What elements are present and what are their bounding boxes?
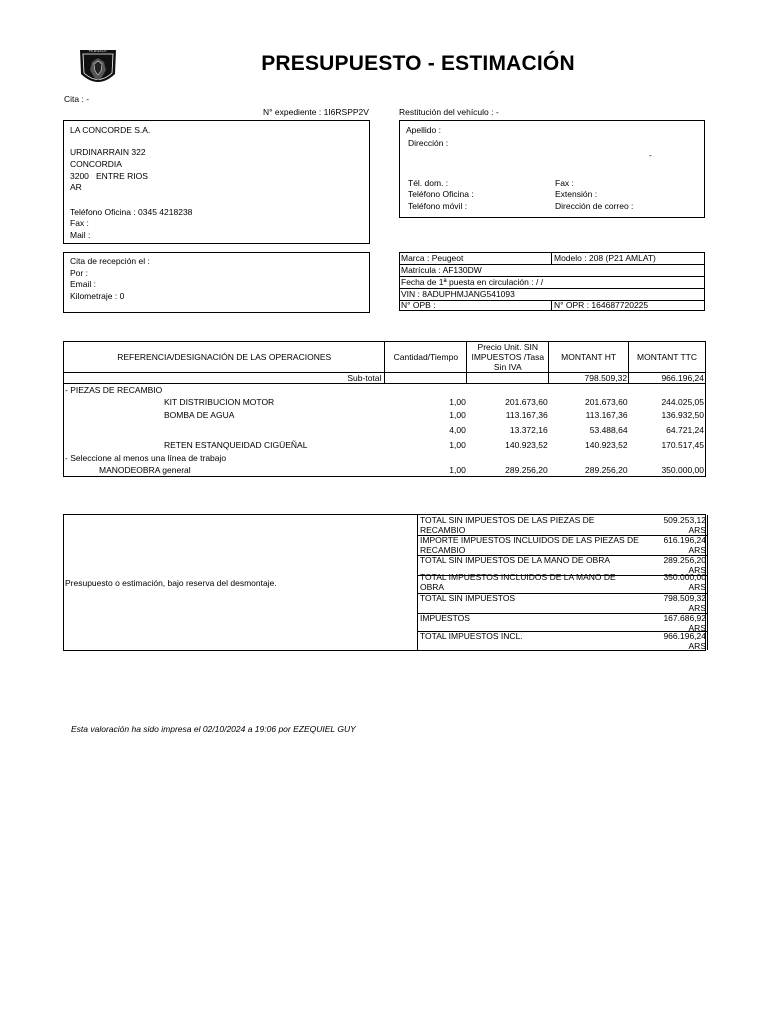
reception-por: Por : <box>70 268 88 278</box>
section-row-labor <box>64 452 706 464</box>
totals-row <box>418 632 707 650</box>
vehicle-opr: N° OPR : 164687720225 <box>554 300 649 310</box>
table-row <box>64 396 706 409</box>
client-apellido: Apellido : <box>406 125 441 135</box>
totals-row <box>418 594 707 614</box>
dealer-postal: 3200 ENTRE RIOS <box>70 171 148 181</box>
totals-value: 509.253,12 ARS <box>663 515 706 535</box>
row-ht: 201.673,60 <box>585 397 628 407</box>
dealer-country: AR <box>70 182 82 192</box>
client-tel-movil: Teléfono móvil : <box>408 201 468 211</box>
header-ref: REFERENCIA/DESIGNACIÓN DE LAS OPERACIONES <box>64 342 385 373</box>
labor-unit: 289.256,20 <box>505 464 548 475</box>
labor-qty: 1,00 <box>449 464 466 475</box>
vehicle-marca: Marca : Peugeot <box>401 253 464 263</box>
vehicle-row-matricula <box>400 265 704 277</box>
vehicle-modelo: Modelo : 208 (P21 AMLAT) <box>554 253 656 263</box>
totals-row <box>418 536 707 556</box>
totals-value: 616.196,24 ARS <box>663 535 706 555</box>
print-footer: Esta valoración ha sido impresa el 02/10/2024 a 19:06 por EZEQUIEL GUY <box>71 724 356 734</box>
row-qty: 1,00 <box>449 410 466 420</box>
dealer-street: URDINARRAIN 322 <box>70 147 146 157</box>
row-name: KIT DISTRIBUCION MOTOR <box>164 397 275 407</box>
row-ht: 140.923,52 <box>585 440 628 450</box>
page-title: PRESUPUESTO - ESTIMACIÓN <box>261 52 575 75</box>
row-unit: 140.923,52 <box>505 440 548 450</box>
labor-name: MANODEOBRA general <box>99 464 191 475</box>
reception-km: Kilometraje : 0 <box>70 291 125 301</box>
dealer-fax: Fax : <box>70 218 89 228</box>
row-ttc: 244.025,05 <box>661 397 704 407</box>
totals-value: 966.196,24 ARS <box>663 631 706 651</box>
cita-label: Cita : - <box>64 94 90 104</box>
vehicle-row-fecha <box>400 277 704 289</box>
table-row <box>64 409 706 422</box>
table-row <box>64 464 706 477</box>
row-name: RETEN ESTANQUEIDAD CIGÜEÑAL <box>164 440 308 450</box>
totals-label: TOTAL IMPUESTOS INCLUIDOS DE LA MANO DE OBRA <box>420 572 616 592</box>
totals-label: TOTAL IMPUESTOS INCL. <box>420 631 523 641</box>
table-row <box>64 439 706 452</box>
totals-value: 167.686,92 ARS <box>663 613 706 633</box>
labor-ht: 289.256,20 <box>585 464 628 475</box>
totals-value: 350.000,00 ARS <box>663 572 706 592</box>
logo-lettering: PEUGEOT <box>88 49 108 53</box>
row-ttc: 170.517,45 <box>661 440 704 450</box>
subtotal-label: Sub-total <box>64 373 385 384</box>
row-unit: 201.673,60 <box>505 397 548 407</box>
client-extension: Extensión : <box>555 189 598 199</box>
reception-cita: Cita de recepción el : <box>70 256 150 266</box>
table-row <box>64 422 706 439</box>
totals-row <box>418 614 707 632</box>
row-unit: 113.167,36 <box>505 410 548 420</box>
client-tel-oficina: Teléfono Oficina : <box>408 189 474 199</box>
vehicle-vin: VIN : 8ADUPHMJANG541093 <box>401 289 515 299</box>
totals-value: 798.509,32 ARS <box>663 593 706 613</box>
subtotal-ttc: 966.196,24 <box>661 373 704 383</box>
totals-value: 289.256,20 ARS <box>663 555 706 575</box>
totals-label: IMPORTE IMPUESTOS INCLUIDOS DE LAS PIEZAS DE RECAMBIO <box>420 535 639 555</box>
vehicle-matricula: Matrícula : AF130DW <box>401 265 482 275</box>
totals-row <box>418 516 707 536</box>
row-qty: 1,00 <box>449 440 466 450</box>
totals-box <box>63 514 706 651</box>
vehicle-fecha: Fecha de 1ª puesta en circulación : / / <box>401 277 544 287</box>
reception-box <box>63 252 370 313</box>
totals-label: TOTAL SIN IMPUESTOS DE LA MANO DE OBRA <box>420 555 611 565</box>
reception-email: Email : <box>70 279 96 289</box>
header-montant-ht: MONTANT HT <box>549 342 629 373</box>
dealer-phone: Teléfono Oficina : 0345 4218238 <box>70 207 193 217</box>
dealer-mail: Mail : <box>70 230 91 240</box>
client-fax: Fax : <box>555 178 574 188</box>
vehicle-grid <box>399 252 705 311</box>
vehicle-opb: N° OPB : <box>401 300 436 310</box>
operations-table <box>63 341 706 477</box>
row-ht: 113.167,36 <box>585 410 628 420</box>
row-qty: 4,00 <box>449 425 466 435</box>
totals-row <box>418 573 707 594</box>
header-qty: Cantidad/Tiempo <box>385 342 467 373</box>
section-labor-label: - Seleccione al menos una línea de trabajo <box>65 452 227 463</box>
operations-header-row <box>64 342 706 373</box>
client-direccion: Dirección : <box>408 138 449 148</box>
row-ht: 53.488,64 <box>589 425 628 435</box>
section-parts-label: - PIEZAS DE RECAMBIO <box>65 384 163 395</box>
header-unit-price: Precio Unit. SIN IMPUESTOS /Tasa Sin IVA <box>467 342 549 373</box>
client-correo: Dirección de correo : <box>555 201 634 211</box>
subtotal-row <box>64 373 706 384</box>
row-qty: 1,00 <box>449 397 466 407</box>
dealer-city: CONCORDIA <box>70 159 122 169</box>
subtotal-ht: 798.509,32 <box>549 373 629 384</box>
section-row-parts <box>64 384 706 396</box>
client-box <box>399 120 705 218</box>
row-ttc: 136.932,50 <box>661 410 704 420</box>
row-name <box>64 422 385 439</box>
client-dash: - <box>649 150 652 160</box>
row-unit: 13.372,16 <box>509 425 548 435</box>
row-ttc: 64.721,24 <box>666 425 704 435</box>
row-name: BOMBA DE AGUA <box>164 410 235 420</box>
restitucion-label: Restitución del vehículo : - <box>399 107 499 117</box>
dealer-box <box>63 120 370 244</box>
client-tel-dom: Tél. dom. : <box>408 178 449 188</box>
totals-label: TOTAL SIN IMPUESTOS <box>420 593 516 603</box>
dealer-name: LA CONCORDE S.A. <box>70 125 151 135</box>
totals-note: Presupuesto o estimación, bajo reserva del desmontaje. <box>65 578 277 588</box>
header-montant-ttc: MONTANT TTC <box>629 342 706 373</box>
totals-label: TOTAL SIN IMPUESTOS DE LAS PIEZAS DE RECAMBIO <box>420 515 595 535</box>
labor-ttc: 350.000,00 <box>661 464 704 475</box>
totals-label: IMPUESTOS <box>420 613 470 623</box>
vehicle-row-marca <box>400 253 704 265</box>
expediente-number: N° expediente : 1I6RSPP2V <box>263 107 369 117</box>
vehicle-row-opb <box>400 300 704 311</box>
